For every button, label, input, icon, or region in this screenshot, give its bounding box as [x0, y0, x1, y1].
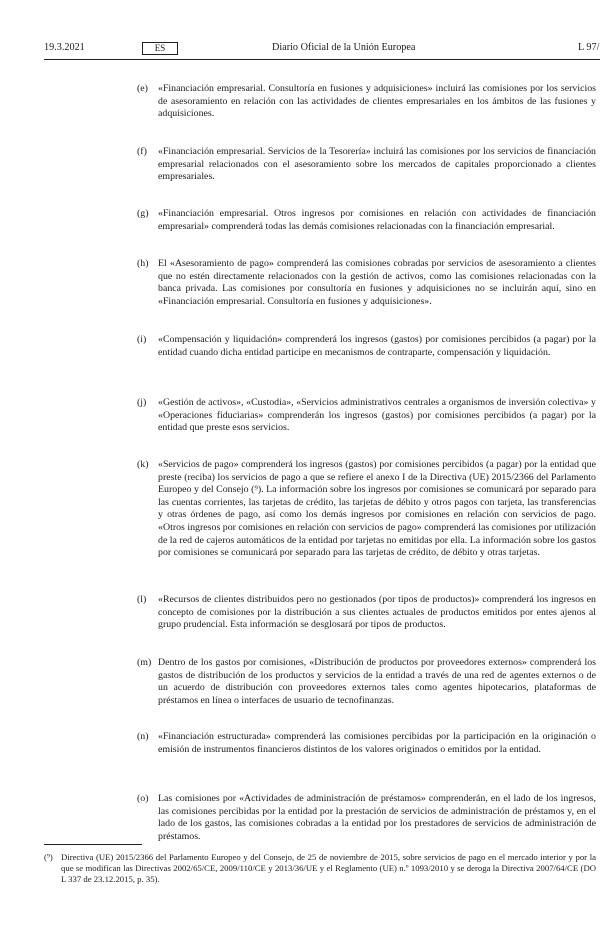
journal-title: Diario Oficial de la Unión Europea	[272, 42, 416, 53]
footnote-text: Directiva (UE) 2015/2366 del Parlamento Europeo y del Consejo, de 25 de noviembre de 2015, sobre servicios de pago en el mercado interior y por la que se modifican las Directivas 2002/65/CE, 2009/110/CE y 2013/36/UE y el Reglamento (UE) n.º 1093/2010 y se deroga la Directiva 2007/64/CE (DO L 337 de 23.12.2015, p. 35).	[61, 852, 596, 884]
item-text: «Financiación empresarial. Servicios de la Tesorería» incluirá las comisiones por los servicios de financiación empresarial relacionados con el asesoramiento sobre los mercados de capitales proporcionado a clientes empresariales.	[158, 146, 596, 183]
list-item-m	[137, 657, 596, 707]
list-item-k	[137, 459, 596, 560]
item-label: (f)	[137, 146, 147, 157]
page-reference: L 97/	[578, 42, 600, 53]
item-text: «Gestión de activos», «Custodia», «Servicios administrativos centrales a organismos de inversión colectiva» y «Operaciones fiduciarias» comprenderán los ingresos (gastos) por comisiones percibidos (a pagar) por la entidad que preste esos servicios.	[158, 397, 596, 434]
item-label: (h)	[137, 258, 149, 269]
list-item-j	[137, 397, 596, 435]
item-text: «Financiación empresarial. Otros ingresos por comisiones en relación con actividades de financiación empresarial» comprenderá todas las demás comisiones relacionadas con la financiación empresarial.	[158, 208, 596, 232]
item-label: (o)	[137, 793, 149, 804]
item-label: (g)	[137, 208, 149, 219]
item-text: «Recursos de clientes distribuidos pero no gestionados (por tipos de productos)» comprenderá los ingresos en concepto de comisiones por la distribución a sus clientes actuales de productos emitidos por entes ajenos al grupo prudencial. Esta información se desglosará por tipos de productos.	[158, 594, 596, 631]
list-item-o	[137, 793, 596, 843]
item-text: «Servicios de pago» comprenderá los ingresos (gastos) por comisiones percibidos (a pagar) por la entidad que preste (reciba) los servicios de pago a que se refiere el anexo I de la Directiva (UE) 2015/2366 del Parlamento Europeo y del Consejo (⁹). La información sobre los ingresos por comisiones se comunicará por separado para las cuentas corrientes, las tarjetas de crédito, las tarjetas de débito y otros pagos con tarjeta, las transferencias y otras órdenes de pago, así como los demás ingresos por comisiones en relación con servicios de pago. «Otros ingresos por comisiones en relación con servicios de pago» comprenderá las comisiones por utilización de la red de cajeros automáticos de la entidad por tarjetas no emitidas por ella. La información sobre los gastos por comisiones se comunicará por separado para las tarjetas de crédito, de débito y otras tarjetas.	[158, 459, 596, 559]
item-text: El «Asesoramiento de pago» comprenderá las comisiones cobradas por servicios de asesoramiento a clientes que no estén directamente relacionados con la gestión de activos, como las comisiones relacionadas con la banca privada. Las comisiones por consultoría en fusiones y adquisiciones no se incluirán aquí, sino en «Financiación empresarial. Consultoría en fusiones y adquisiciones».	[158, 258, 596, 307]
list-item-h	[137, 258, 596, 308]
item-text: Las comisiones por «Actividades de administración de préstamos» comprenderán, en el lado de los ingresos, las comisiones percibidas por la entidad por la prestación de servicios de administración de préstamos y, en el lado de los gastos, las comisiones cobradas a la entidad por los prestadores de servicios de administración de préstamos.	[158, 793, 596, 842]
footnote-label: (⁹)	[44, 852, 53, 862]
language-badge: ES	[142, 42, 178, 55]
item-text: Dentro de los gastos por comisiones, «Distribución de productos por proveedores externos» comprenderá los gastos de distribución de los productos y servicios de la entidad a través de una red de agentes externos o de un acuerdo de distribución con proveedores externos tales como agentes hipotecarios, plataformas de préstamos en línea o interfaces de usuario de tecnofinanzas.	[158, 657, 596, 706]
footnote-divider	[44, 844, 142, 845]
list-item-i	[137, 334, 596, 359]
item-label: (k)	[137, 459, 149, 470]
item-label: (n)	[137, 731, 149, 742]
item-label: (j)	[137, 397, 147, 408]
list-item-f	[137, 146, 596, 184]
footnote	[44, 852, 596, 885]
list-item-l	[137, 594, 596, 632]
item-label: (l)	[137, 594, 147, 605]
item-label: (m)	[137, 657, 152, 668]
list-item-n	[137, 731, 596, 756]
item-text: «Compensación y liquidación» comprenderá los ingresos (gastos) por comisiones percibidos (a pagar) por la entidad cuando dicha entidad participe en mecanismos de contraparte, compensación y liquidación.	[158, 334, 596, 358]
item-text: «Financiación estructurada» comprenderá las comisiones percibidas por la participación en la originación o emisión de instrumentos financieros distintos de los valores originados o emitidos por la entidad.	[158, 731, 596, 755]
item-label: (e)	[137, 83, 148, 94]
item-label: (i)	[137, 334, 147, 345]
publication-date: 19.3.2021	[44, 42, 85, 53]
list-item-g	[137, 208, 596, 233]
page-header	[44, 38, 600, 58]
header-divider	[44, 59, 600, 60]
item-text: «Financiación empresarial. Consultoría en fusiones y adquisiciones» incluirá las comisiones por los servicios de asesoramiento en relación con las actividades de clientes empresariales en los ámbitos de las fusiones y adquisiciones.	[158, 83, 596, 120]
list-item-e	[137, 83, 596, 121]
